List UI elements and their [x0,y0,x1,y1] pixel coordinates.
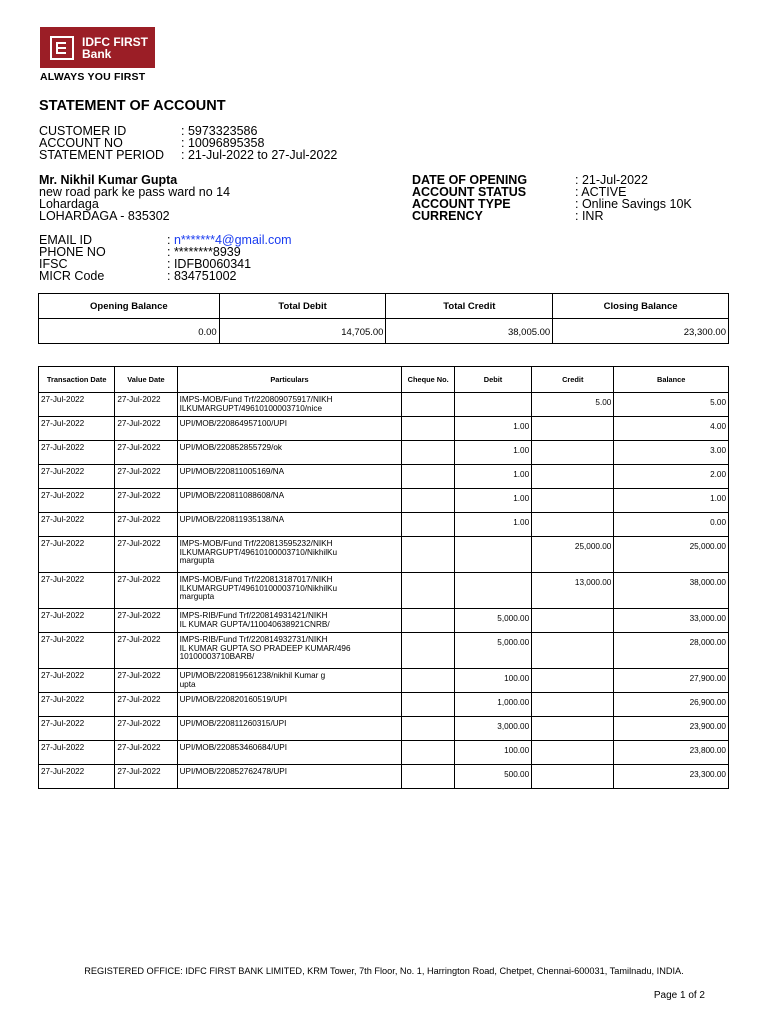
balance-cell: 23,300.00 [614,765,729,789]
particulars-line: ILKUMARGUPT/49610100003710/NikhilKu [179,583,338,593]
column-header: Cheque No. [402,367,455,393]
cheque-cell [402,537,455,573]
debit-cell [454,573,531,609]
debit-cell: 1.00 [454,489,531,513]
table-row [39,513,729,537]
value-date-cell: 27-Jul-2022 [115,489,177,513]
value-date-cell: 27-Jul-2022 [115,717,177,741]
balance-cell: 25,000.00 [614,537,729,573]
credit-cell [532,609,614,633]
particulars-cell [177,393,402,417]
account-info-label: CURRENCY [412,209,483,223]
table-row [39,537,729,573]
email-link[interactable]: n*******4@gmail.com [173,233,292,247]
balance-cell: 26,900.00 [614,693,729,717]
credit-cell [532,693,614,717]
cheque-cell [402,573,455,609]
particulars-cell [177,537,402,573]
value-date-cell: 27-Jul-2022 [115,537,177,573]
table-row [39,669,729,693]
page-title: STATEMENT OF ACCOUNT [39,98,226,114]
particulars-line: IL KUMAR GUPTA SO PRADEEP KUMAR/496 [179,643,351,653]
credit-cell: 5.00 [532,393,614,417]
cheque-cell [402,669,455,693]
contact-label: IFSC [39,257,68,271]
txn-date-cell: 27-Jul-2022 [39,393,115,417]
summary-header-cell: Opening Balance [39,294,220,319]
cheque-cell [402,717,455,741]
contact-row [39,246,292,258]
particulars-line: margupta [179,592,215,601]
summary-value-cell: 38,005.00 [386,319,553,344]
txn-date-cell: 27-Jul-2022 [39,573,115,609]
account-info-value: : INR [575,209,604,223]
summary-header-cell: Closing Balance [553,294,729,319]
particulars-cell [177,417,402,441]
transactions-table [38,366,729,789]
email-value: : n*******4@gmail.com [167,233,292,247]
txn-date-cell: 27-Jul-2022 [39,417,115,441]
txn-date-cell: 27-Jul-2022 [39,717,115,741]
cheque-cell [402,741,455,765]
cheque-cell [402,489,455,513]
contact-label: PHONE NO [39,245,106,259]
balance-cell: 4.00 [614,417,729,441]
cheque-cell [402,441,455,465]
balance-summary-table [38,293,729,344]
value-date-cell: 27-Jul-2022 [115,633,177,669]
meta-row [39,149,337,161]
logo-line-1: IDFC FIRST [82,34,148,49]
contact-value: : ********8939 [167,245,241,259]
credit-cell [532,633,614,669]
table-row [39,489,729,513]
account-info-value: : ACTIVE [575,185,627,199]
txn-date-cell: 27-Jul-2022 [39,693,115,717]
meta-value: : 10096895358 [181,136,265,150]
cheque-cell [402,609,455,633]
balance-cell: 33,000.00 [614,609,729,633]
balance-cell: 38,000.00 [614,573,729,609]
table-row [39,465,729,489]
balance-cell: 27,900.00 [614,669,729,693]
value-date-cell: 27-Jul-2022 [115,393,177,417]
cheque-cell [402,633,455,669]
balance-cell: 5.00 [614,393,729,417]
meta-value: : 21-Jul-2022 to 27-Jul-2022 [181,148,338,162]
value-date-cell: 27-Jul-2022 [115,441,177,465]
contact-value: : IDFB0060341 [167,257,252,271]
value-date-cell: 27-Jul-2022 [115,609,177,633]
particulars-line: IMPS-MOB/Fund Trf/220809075917/NIKH [179,395,333,404]
column-header: Credit [532,367,614,393]
debit-cell: 5,000.00 [454,609,531,633]
debit-cell: 1.00 [454,441,531,465]
txn-date-cell: 27-Jul-2022 [39,537,115,573]
particulars-line: UPI/MOB/220864957100/UPI [179,419,288,428]
particulars-line: margupta [179,556,215,565]
bank-logo-text [82,36,148,60]
credit-cell: 25,000.00 [532,537,614,573]
value-date-cell: 27-Jul-2022 [115,465,177,489]
table-row [39,393,729,417]
address-line: LOHARDAGA - 835302 [39,209,170,223]
contact-value: : 834751002 [167,269,237,283]
credit-cell [532,717,614,741]
table-row [39,441,729,465]
account-info-value: : 21-Jul-2022 [575,173,648,187]
table-row [39,417,729,441]
summary-header-row [39,294,729,319]
summary-value-cell: 23,300.00 [553,319,729,344]
particulars-line: IL KUMAR GUPTA/110040638921CNRB/ [179,619,330,629]
particulars-line: IMPS-MOB/Fund Trf/220813595232/NIKH [179,539,333,548]
txn-date-cell: 27-Jul-2022 [39,513,115,537]
txn-date-cell: 27-Jul-2022 [39,741,115,765]
summary-header-cell: Total Credit [386,294,553,319]
particulars-cell [177,633,402,669]
address-line: Lohardaga [39,197,99,211]
particulars-cell [177,741,402,765]
cheque-cell [402,465,455,489]
particulars-line: 10100003710BARB/ [179,652,255,661]
customer-name: Mr. Nikhil Kumar Gupta [39,173,178,187]
column-header: Transaction Date [39,367,115,393]
credit-cell [532,441,614,465]
debit-cell: 100.00 [454,741,531,765]
cheque-cell [402,393,455,417]
particulars-line: UPI/MOB/220811005169/NA [179,467,285,476]
debit-cell: 100.00 [454,669,531,693]
particulars-line: UPI/MOB/220853460684/UPI [179,743,288,752]
value-date-cell: 27-Jul-2022 [115,765,177,789]
account-info-label: ACCOUNT TYPE [412,197,511,211]
particulars-cell [177,765,402,789]
particulars-line: UPI/MOB/220852855729/ok [179,443,283,452]
particulars-line: ILKUMARGUPT/49610100003710/nice [179,403,323,413]
credit-cell [532,513,614,537]
contact-label: EMAIL ID [39,233,93,247]
meta-label: ACCOUNT NO [39,136,123,150]
summary-value-row [39,319,729,344]
txn-date-cell: 27-Jul-2022 [39,465,115,489]
credit-cell [532,489,614,513]
bank-logo [40,27,155,68]
particulars-line: IMPS-MOB/Fund Trf/220813187017/NIKH [179,575,333,584]
txn-date-cell: 27-Jul-2022 [39,441,115,465]
cheque-cell [402,513,455,537]
contact-row [39,270,292,282]
particulars-line: IMPS-RIB/Fund Trf/220814932731/NIKH [179,635,328,644]
summary-value-cell: 14,705.00 [219,319,386,344]
summary-header-cell: Total Debit [219,294,386,319]
account-info-value: : Online Savings 10K [575,197,692,211]
particulars-cell [177,669,402,693]
credit-cell [532,741,614,765]
txn-date-cell: 27-Jul-2022 [39,765,115,789]
balance-cell: 0.00 [614,513,729,537]
txn-date-cell: 27-Jul-2022 [39,489,115,513]
debit-cell [454,537,531,573]
debit-cell: 5,000.00 [454,633,531,669]
account-info-label: DATE OF OPENING [412,173,528,187]
account-info-row [412,210,692,222]
txn-date-cell: 27-Jul-2022 [39,669,115,693]
meta-value: : 5973323586 [181,124,258,138]
debit-cell: 1,000.00 [454,693,531,717]
table-row [39,717,729,741]
value-date-cell: 27-Jul-2022 [115,417,177,441]
balance-cell: 1.00 [614,489,729,513]
credit-cell [532,417,614,441]
cheque-cell [402,693,455,717]
value-date-cell: 27-Jul-2022 [115,573,177,609]
txn-date-cell: 27-Jul-2022 [39,633,115,669]
registered-office-footer: REGISTERED OFFICE: IDFC FIRST BANK LIMITED, KRM Tower, 7th Floor, No. 1, Harrington Road, Chetpet, Chennai-600031, Tamilnadu, INDIA. [84,966,684,976]
particulars-cell [177,717,402,741]
credit-cell [532,765,614,789]
balance-cell: 23,900.00 [614,717,729,741]
credit-cell: 13,000.00 [532,573,614,609]
credit-cell [532,465,614,489]
value-date-cell: 27-Jul-2022 [115,513,177,537]
cheque-cell [402,417,455,441]
customer-address [39,186,230,222]
logo-line-2: Bank [82,46,112,61]
statement-meta [39,125,337,161]
cheque-cell [402,765,455,789]
particulars-cell [177,513,402,537]
value-date-cell: 27-Jul-2022 [115,741,177,765]
bank-logo-icon [50,36,74,60]
column-header: Balance [614,367,729,393]
balance-cell: 23,800.00 [614,741,729,765]
contact-info [39,234,292,282]
contact-label: MICR Code [39,269,105,283]
transactions-header-row [39,367,729,393]
column-header: Debit [454,367,531,393]
particulars-cell [177,693,402,717]
value-date-cell: 27-Jul-2022 [115,669,177,693]
particulars-line: UPI/MOB/220811088608/NA [179,491,285,500]
meta-label: STATEMENT PERIOD [39,148,165,162]
particulars-cell [177,489,402,513]
debit-cell: 500.00 [454,765,531,789]
particulars-line: UPI/MOB/220811260315/UPI [179,719,287,728]
column-header: Value Date [115,367,177,393]
table-row [39,693,729,717]
debit-cell: 3,000.00 [454,717,531,741]
txn-date-cell: 27-Jul-2022 [39,609,115,633]
balance-cell: 2.00 [614,465,729,489]
particulars-line: ILKUMARGUPT/49610100003710/NikhilKu [179,547,338,557]
particulars-cell [177,609,402,633]
page-number: Page 1 of 2 [653,990,705,1001]
table-row [39,573,729,609]
meta-label: CUSTOMER ID [39,124,127,138]
particulars-line: UPI/MOB/220852762478/UPI [179,767,288,776]
particulars-line: UPI/MOB/220820160519/UPI [179,695,288,704]
balance-cell: 3.00 [614,441,729,465]
transactions-body [39,393,729,789]
particulars-line: IMPS-RIB/Fund Trf/220814931421/NIKH [179,611,328,620]
summary-value-cell: 0.00 [39,319,220,344]
debit-cell: 1.00 [454,513,531,537]
table-row [39,741,729,765]
credit-cell [532,669,614,693]
account-info-label: ACCOUNT STATUS [412,185,527,199]
particulars-cell [177,441,402,465]
particulars-line: UPI/MOB/220811935138/NA [179,515,285,524]
debit-cell [454,393,531,417]
particulars-cell [177,465,402,489]
value-date-cell: 27-Jul-2022 [115,693,177,717]
debit-cell: 1.00 [454,465,531,489]
account-info [412,174,692,222]
debit-cell: 1.00 [454,417,531,441]
particulars-cell [177,573,402,609]
address-line: new road park ke pass ward no 14 [39,185,231,199]
table-row [39,633,729,669]
table-row [39,609,729,633]
particulars-line: upta [179,679,196,689]
column-header: Particulars [177,367,402,393]
table-row [39,765,729,789]
particulars-line: UPI/MOB/220819561238/nikhil Kumar g [179,671,326,680]
tagline: ALWAYS YOU FIRST [40,71,146,83]
balance-cell: 28,000.00 [614,633,729,669]
